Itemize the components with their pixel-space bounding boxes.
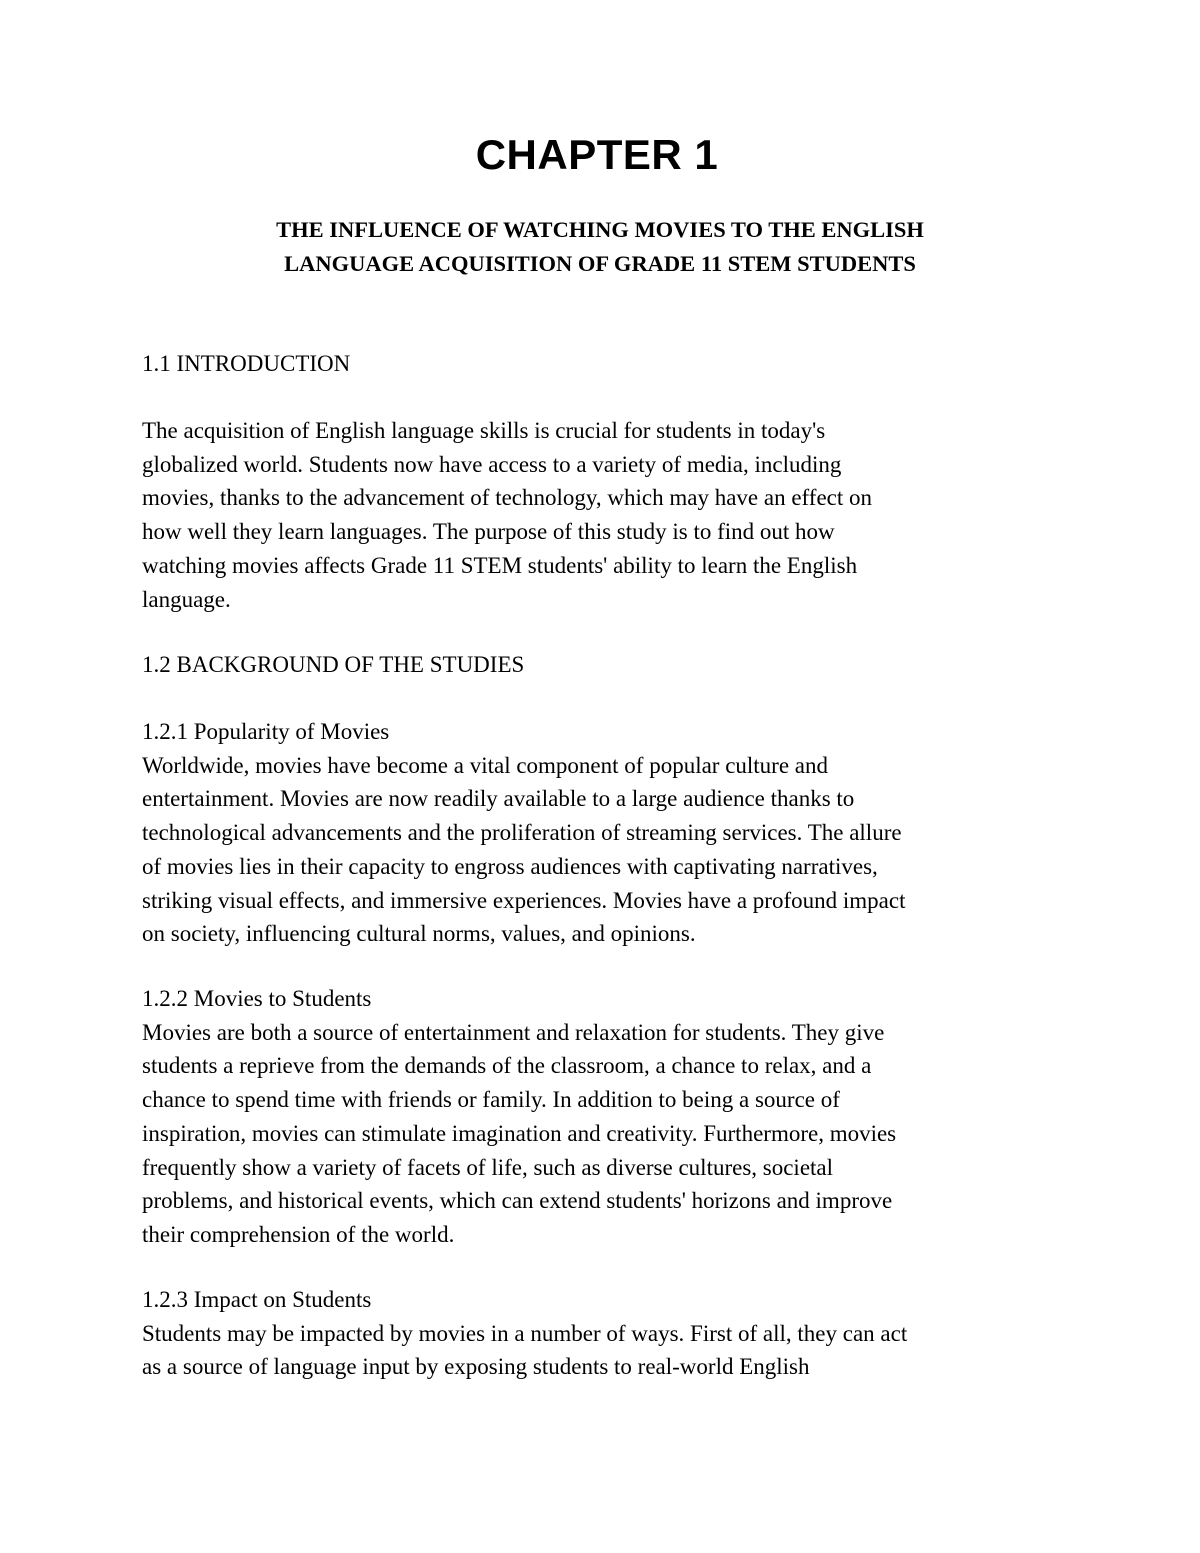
paragraph-line: their comprehension of the world. bbox=[142, 1221, 455, 1247]
document-title bbox=[140, 213, 1060, 281]
section-heading: 1.1 INTRODUCTION bbox=[142, 351, 351, 376]
paragraph-line: how well they learn languages. The purpose of this study is to find out how bbox=[142, 519, 835, 545]
section-heading: 1.2 BACKGROUND OF THE STUDIES bbox=[142, 652, 525, 677]
section-1-1-heading bbox=[142, 347, 1072, 381]
paragraph-line: as a source of language input by exposing students to real-world English bbox=[142, 1354, 810, 1380]
paragraph-line: movies, thanks to the advancement of technology, which may have an effect on bbox=[142, 485, 873, 511]
subsection-heading: 1.2.2 Movies to Students bbox=[142, 986, 372, 1011]
subsection-heading: 1.2.3 Impact on Students bbox=[142, 1287, 372, 1312]
paragraph-line: striking visual effects, and immersive experiences. Movies have a profound impact bbox=[142, 887, 906, 913]
paragraph-line: Movies are both a source of entertainment and relaxation for students. They give bbox=[142, 1019, 885, 1045]
paragraph-line: entertainment. Movies are now readily available to a large audience thanks to bbox=[142, 786, 855, 812]
paragraph-line: problems, and historical events, which can extend students' horizons and improve bbox=[142, 1188, 893, 1214]
movies-to-students-section bbox=[142, 982, 1072, 1252]
paragraph-line: on society, influencing cultural norms, values, and opinions. bbox=[142, 921, 696, 947]
subsection-heading: 1.2.1 Popularity of Movies bbox=[142, 719, 390, 744]
popularity-of-movies-section bbox=[142, 715, 1072, 951]
paragraph-line: students a reprieve from the demands of the classroom, a chance to relax, and a bbox=[142, 1053, 872, 1079]
introduction-paragraph bbox=[142, 414, 1072, 616]
paragraph-line: inspiration, movies can stimulate imagination and creativity. Furthermore, movies bbox=[142, 1120, 897, 1146]
paragraph-line: watching movies affects Grade 11 STEM students' ability to learn the English bbox=[142, 552, 858, 578]
impact-on-students-section bbox=[142, 1283, 1072, 1384]
paragraph-line: Students may be impacted by movies in a number of ways. First of all, they can act bbox=[142, 1320, 908, 1346]
title-line: LANGUAGE ACQUISITION OF GRADE 11 STEM STUDENTS bbox=[284, 251, 916, 276]
paragraph-line: language. bbox=[142, 586, 231, 612]
paragraph-line: of movies lies in their capacity to engross audiences with captivating narratives, bbox=[142, 853, 878, 879]
paragraph-line: chance to spend time with friends or family. In addition to being a source of bbox=[142, 1087, 840, 1113]
chapter-heading: CHAPTER 1 bbox=[475, 131, 719, 178]
paragraph-line: technological advancements and the proliferation of streaming services. The allure bbox=[142, 820, 902, 846]
paragraph-line: The acquisition of English language skills is crucial for students in today's bbox=[142, 418, 826, 443]
section-1-2-heading bbox=[142, 648, 1072, 682]
paragraph-line: globalized world. Students now have access to a variety of media, including bbox=[142, 451, 842, 477]
paragraph-line: frequently show a variety of facets of life, such as diverse cultures, societal bbox=[142, 1154, 834, 1180]
title-line: THE INFLUENCE OF WATCHING MOVIES TO THE ENGLISH bbox=[276, 217, 924, 242]
paragraph-line: Worldwide, movies have become a vital component of popular culture and bbox=[142, 752, 829, 778]
